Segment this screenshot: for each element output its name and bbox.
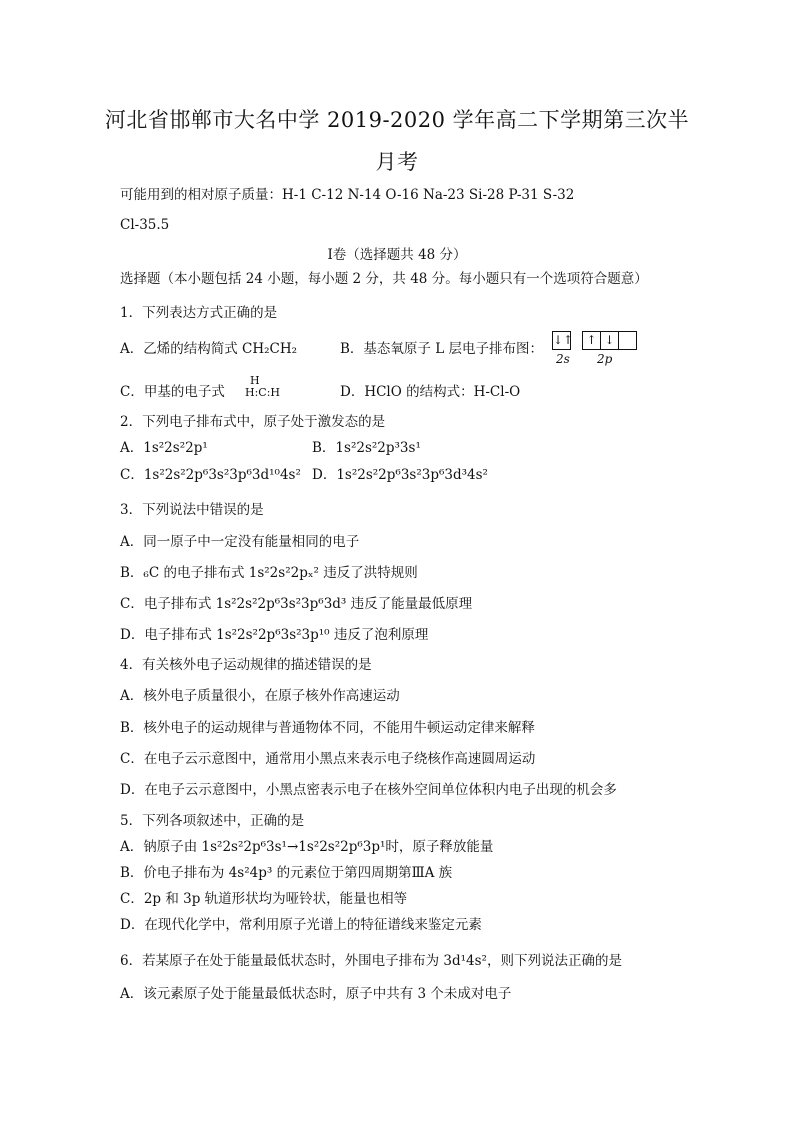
instructions: 选择题（本小题包括 24 小题，每小题 2 分，共 48 分。每小题只有一个选项符合题意） <box>120 271 648 287</box>
q2-option-a: A．1s²2s²2p¹ <box>120 440 208 456</box>
q6-stem: 6．若某原子在处于能量最低状态时，外围电子排布为 3d¹4s²，则下列说法正确的是 <box>120 953 622 969</box>
q5-option-a: A．钠原子由 1s²2s²2p⁶3s¹→1s²2s²2p⁶3p¹时，原子释放能量 <box>120 839 494 855</box>
section-title: Ⅰ卷（选择题共 48 分） <box>327 247 467 263</box>
q1-option-b: B．基态氧原子 L 层电子排布图： <box>340 341 543 357</box>
orbital-label-2p: 2p <box>597 352 613 366</box>
orbital-2s-cell: ↓↑ <box>553 333 574 347</box>
q4-option-b: B．核外电子的运动规律与普通物体不同，不能用牛顿运动定律来解释 <box>120 720 535 736</box>
q4-option-c: C．在电子云示意图中，通常用小黑点来表示电子绕核作高速圆周运动 <box>120 751 536 767</box>
q4-option-d: D．在电子云示意图中，小黑点密表示电子在核外空间单位体积内电子出现的机会多 <box>120 782 617 798</box>
atomic-mass-line2: Cl-35.5 <box>120 217 170 233</box>
q1-stem: 1．下列表达方式正确的是 <box>120 305 278 321</box>
q5-option-c: C．2p 和 3p 轨道形状均为哑铃状，能量也相等 <box>120 891 408 907</box>
exam-title-line1: 河北省邯郸市大名中学 2019-2020 学年高二下学期第三次半 <box>104 108 690 132</box>
methyl-formula-mid: H:C:H <box>245 386 281 399</box>
orbital-2p-cell-3 <box>619 332 636 349</box>
orbital-label-2s: 2s <box>556 352 570 366</box>
atomic-mass-line1: 可能用到的相对原子质量：H-1 C-12 N-14 O-16 Na-23 Si-28 P-31 S-32 <box>120 187 575 203</box>
q3-option-a: A．同一原子中一定没有能量相同的电子 <box>120 534 360 550</box>
q2-option-c: C．1s²2s²2p⁶3s²3p⁶3d¹⁰4s² <box>120 467 301 483</box>
q1-option-d: D．HClO 的结构式：H-Cl-O <box>340 384 521 400</box>
q6-option-a: A．该元素原子处于能量最低状态时，原子中共有 3 个未成对电子 <box>120 986 512 1002</box>
q5-option-d: D．在现代化学中，常利用原子光谱上的特征谱线来鉴定元素 <box>120 917 482 933</box>
q2-stem: 2．下列电子排布式中，原子处于激发态的是 <box>120 414 386 430</box>
q4-option-a: A．核外电子质量很小，在原子核外作高速运动 <box>120 688 400 704</box>
q5-option-b: B．价电子排布为 4s²4p³ 的元素位于第四周期第ⅢA 族 <box>120 865 453 881</box>
q2-option-d: D．1s²2s²2p⁶3s²3p⁶3d³4s² <box>312 467 488 483</box>
q3-option-c: C．电子排布式 1s²2s²2p⁶3s²3p⁶3d³ 违反了能量最低原理 <box>120 596 473 612</box>
q3-option-d: D．电子排布式 1s²2s²2p⁶3s²3p¹⁰ 违反了泡利原理 <box>120 627 429 643</box>
q1-option-c: C．甲基的电子式 <box>120 384 225 400</box>
orbital-2p-cell-1: ↑ <box>583 332 601 349</box>
exam-title-line2: 月考 <box>375 150 419 174</box>
orbital-box-2s <box>552 331 574 350</box>
q1-option-a: A．乙烯的结构简式 CH₂CH₂ <box>120 341 298 357</box>
orbital-box-2p <box>582 331 637 350</box>
q4-stem: 4．有关核外电子运动规律的描述错误的是 <box>120 657 372 673</box>
orbital-2p-cell-2: ↓ <box>601 332 619 349</box>
q3-option-b: B．₆C 的电子排布式 1s²2s²2pₓ² 违反了洪特规则 <box>120 565 418 581</box>
q3-stem: 3．下列说法中错误的是 <box>120 502 264 518</box>
methyl-formula-top: H <box>250 374 260 387</box>
q5-stem: 5．下列各项叙述中，正确的是 <box>120 813 305 829</box>
q2-option-b: B．1s²2s²2p³3s¹ <box>312 440 421 456</box>
